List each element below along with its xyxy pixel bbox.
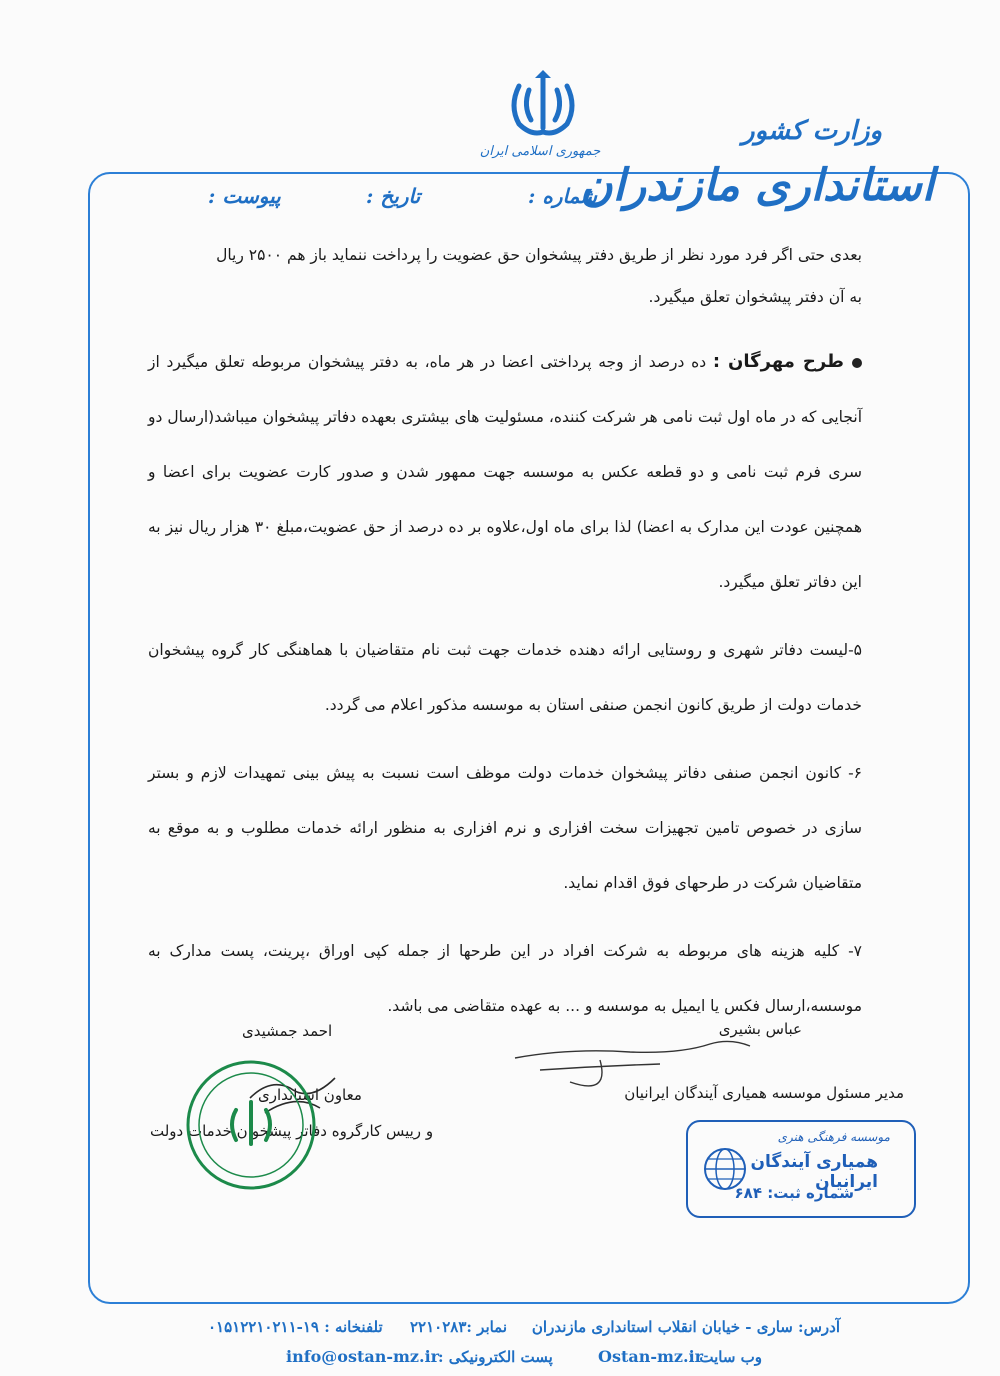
date-label: تاریخ :	[366, 184, 421, 208]
footer-website-link[interactable]: Ostan-mz.ir	[598, 1347, 704, 1366]
attachment-label: پیوست :	[208, 184, 281, 208]
iran-emblem-icon	[505, 66, 581, 142]
paragraph-item-7: ۷- کلیه هزینه های مربوطه به شرکت افراد در این طرحها از جمله کپی اوراق ،پرینت، پست مدارک به موسسه،ارسال فکس یا ایمیل به موسسه و ... به عهده متقاضی می باشد.	[148, 942, 862, 1015]
signatory-left-title-2: و رییس کارگروه دفاتر پیشخوان خدمات دولت	[150, 1122, 434, 1140]
emblem-caption: جمهوری اسلامی ایران	[479, 144, 601, 159]
signature-right-icon	[510, 1030, 770, 1100]
number-label: شماره :	[528, 184, 597, 208]
signatory-left-title-1: معاون استانداری	[258, 1086, 362, 1104]
footer-email-label: پست الکترونیکی :	[438, 1348, 553, 1366]
paragraph-mehregan	[148, 334, 862, 610]
footer-email-link[interactable]: info@ostan-mz.ir	[286, 1347, 440, 1366]
signatory-right-name: عباس بشیری	[718, 1020, 802, 1038]
stamp-line-1: موسسه فرهنگی هنری	[777, 1130, 890, 1144]
official-round-stamp-icon	[184, 1058, 318, 1192]
paragraph-intro-line2: به آن دفتر پیشخوان تعلق میگیرد.	[648, 288, 862, 306]
letter-body	[148, 226, 862, 1047]
globe-icon	[702, 1146, 748, 1192]
paragraph-item-6: ۶- کانون انجمن صنفی دفاتر پیشخوان خدمات دولت موظف است نسبت به پیش بینی تمهیدات لازم و بستر سازی در خصوص تامین تجهیزات سخت افزاری و نرم افزاری به منظور ارائه خدمات مطلوب و به موقع به متقاضیان شرکت در طرحهای فوق اقدام نماید.	[148, 764, 862, 892]
footer-website-label: وب سایت :	[688, 1348, 762, 1366]
stamp-line-2: همیاری آیندگان ایرانیان	[750, 1152, 878, 1192]
stamp-line-3: شماره ثبت: ۶۸۴	[734, 1184, 854, 1202]
bullet-icon	[852, 358, 862, 368]
institute-stamp	[686, 1120, 916, 1218]
signatory-right-title: مدیر مسئول موسسه همیاری آیندگان ایرانیان	[624, 1084, 904, 1102]
ministry-title: وزارت کشور	[742, 116, 882, 146]
footer-phone: تلفنخانه : ۱۹-۰۱۵۱۲۲۱۰۲۱۱	[208, 1318, 383, 1336]
mehregan-text: ده درصد از وجه پرداختی اعضا در هر ماه، به دفتر پیشخوان مربوطه تعلق میگیرد از آنجایی که در ماه اول ثبت نامی هر شرکت کننده، مسئولیت های بیشتری بعهده دفاتر پیشخوان میباشد(ارسال دو سری فرم ثبت نامی و دو قطعه عکس به موسسه جهت ممهور شدن و صدور کارت عضویت برای اعضا و همچنین عودت این مدارک به اعضا) لذا برای ماه اول،علاوه بر ده درصد از حق عضویت،مبلغ ۳۰ هزار ریال نیز به این دفاتر تعلق میگیرد.	[148, 353, 862, 591]
paragraph-item-5: ۵-لیست دفاتر شهری و روستایی ارائه دهنده خدمات جهت ثبت نام متقاضیان با هماهنگی کار گروه پیشخوان خدمات دولت از طریق کانون انجمن صنفی استان به موسسه مذکور اعلام می گردد.	[148, 641, 862, 714]
governorate-title: استانداری مازندران	[580, 160, 934, 211]
footer-fax: نمابر :۲۲۱۰۲۸۳	[410, 1318, 508, 1336]
signatory-left-name: احمد جمشیدی	[242, 1022, 333, 1040]
paragraph-intro-line1: بعدی حتی اگر فرد مورد نظر از طریق دفتر پیشخوان حق عضویت را پرداخت ننماید باز هم ۲۵۰۰ ریال	[216, 246, 862, 264]
footer-address: آدرس: ساری - خیابان انقلاب استانداری مازندران	[531, 1318, 840, 1336]
mehregan-title: طرح مهرگان :	[712, 351, 845, 372]
